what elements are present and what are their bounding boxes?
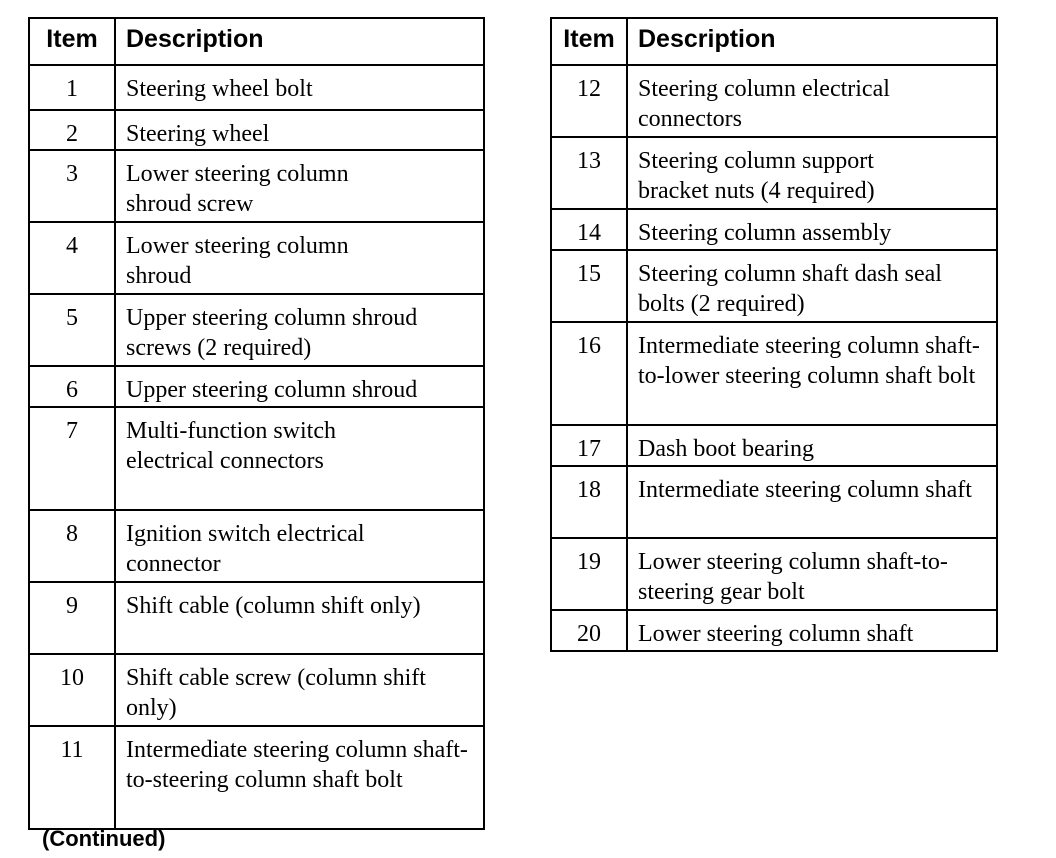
header-description: Description: [115, 18, 484, 65]
table-row: [29, 654, 484, 726]
item-description: Lower steering column shroud screw: [115, 150, 484, 222]
item-number: 5: [29, 294, 115, 366]
item-number: 11: [29, 726, 115, 829]
item-number: 20: [551, 610, 627, 651]
item-number: 2: [29, 110, 115, 150]
item-description: Steering column electrical connectors: [627, 65, 997, 137]
table-header-row: [551, 18, 997, 65]
item-number: 1: [29, 65, 115, 110]
item-description: Lower steering column shaft: [627, 610, 997, 651]
table-row: [551, 610, 997, 651]
table-row: [551, 538, 997, 610]
item-number: 15: [551, 250, 627, 322]
item-description: Shift cable (column shift only): [115, 582, 484, 654]
item-description: Steering wheel: [115, 110, 484, 150]
item-number: 17: [551, 425, 627, 466]
table-row: [29, 726, 484, 829]
table-row: [551, 466, 997, 538]
table-row: [29, 294, 484, 366]
item-description: Intermediate steering column shaft-to-steering column shaft bolt: [115, 726, 484, 829]
table-row: [29, 110, 484, 150]
item-number: 13: [551, 137, 627, 209]
item-description: Dash boot bearing: [627, 425, 997, 466]
item-number: 18: [551, 466, 627, 538]
table-row: [29, 407, 484, 510]
table-row: [551, 137, 997, 209]
table-row: [29, 510, 484, 582]
item-description: Steering column support bracket nuts (4 required): [627, 137, 997, 209]
item-number: 4: [29, 222, 115, 294]
item-description: Steering column assembly: [627, 209, 997, 250]
item-description: Multi-function switch electrical connectors: [115, 407, 484, 510]
item-number: 9: [29, 582, 115, 654]
item-description: Steering wheel bolt: [115, 65, 484, 110]
table-row: [29, 222, 484, 294]
item-description: Ignition switch electrical connector: [115, 510, 484, 582]
table-row: [29, 150, 484, 222]
item-description: Intermediate steering column shaft-to-lower steering column shaft bolt: [627, 322, 997, 425]
table-row: [29, 366, 484, 407]
parts-table-left: [28, 17, 485, 830]
item-description: Lower steering column shroud: [115, 222, 484, 294]
item-description: Lower steering column shaft-to-steering gear bolt: [627, 538, 997, 610]
table-header-row: [29, 18, 484, 65]
header-item: Item: [29, 18, 115, 65]
header-item: Item: [551, 18, 627, 65]
item-number: 12: [551, 65, 627, 137]
item-description: Upper steering column shroud: [115, 366, 484, 407]
item-number: 16: [551, 322, 627, 425]
continued-note: (Continued): [42, 826, 166, 851]
item-number: 3: [29, 150, 115, 222]
item-description: Shift cable screw (column shift only): [115, 654, 484, 726]
table-row: [551, 425, 997, 466]
item-description: Upper steering column shroud screws (2 required): [115, 294, 484, 366]
parts-table-right: [550, 17, 998, 652]
item-number: 8: [29, 510, 115, 582]
table-row: [551, 65, 997, 137]
header-description: Description: [627, 18, 997, 65]
item-description: Steering column shaft dash seal bolts (2 required): [627, 250, 997, 322]
item-number: 14: [551, 209, 627, 250]
table-row: [551, 322, 997, 425]
table-row: [29, 582, 484, 654]
item-description: Intermediate steering column shaft: [627, 466, 997, 538]
item-number: 7: [29, 407, 115, 510]
table-row: [551, 250, 997, 322]
item-number: 19: [551, 538, 627, 610]
item-number: 6: [29, 366, 115, 407]
item-number: 10: [29, 654, 115, 726]
table-row: [551, 209, 997, 250]
table-row: [29, 65, 484, 110]
